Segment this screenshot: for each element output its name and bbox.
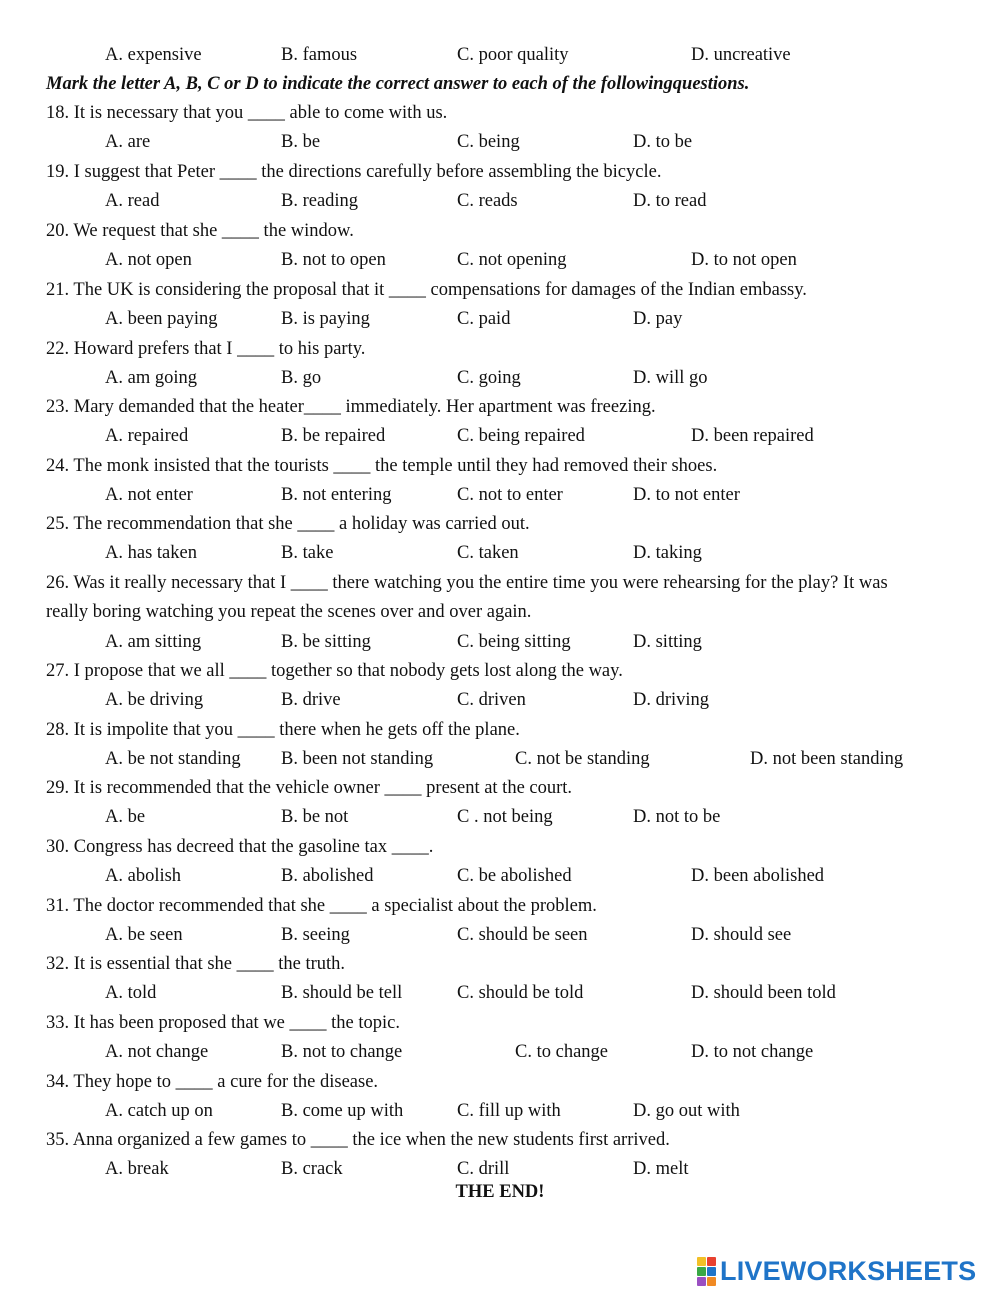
q20-option-c: C. not opening <box>457 250 567 270</box>
q23-option-a: A. repaired <box>105 426 189 446</box>
q33-option-c: C. to change <box>515 1042 608 1062</box>
the-end-label: THE END! <box>455 1182 545 1202</box>
q22-option-b: B. go <box>281 368 322 388</box>
q32-option-a: A. told <box>105 983 157 1003</box>
q24-option-b: B. not entering <box>281 485 392 505</box>
question-34: 34. They hope to ____ a cure for the disease. <box>46 1072 379 1092</box>
question-19: 19. I suggest that Peter ____ the directions carefully before assembling the bicycle. <box>46 162 662 182</box>
question-26-continued: really boring watching you repeat the scenes over and over again. <box>46 602 532 622</box>
question-25: 25. The recommendation that she ____ a holiday was carried out. <box>46 514 530 534</box>
q28-option-a: A. be not standing <box>105 749 241 769</box>
question-35: 35. Anna organized a few games to ____ the ice when the new students first arrived. <box>46 1130 670 1150</box>
q30-option-a: A. abolish <box>105 866 182 886</box>
q26-option-c: C. being sitting <box>457 632 571 652</box>
q24-option-c: C. not to enter <box>457 485 563 505</box>
question-33: 33. It has been proposed that we ____ the topic. <box>46 1013 400 1033</box>
q34-option-d: D. go out with <box>633 1101 740 1121</box>
q23-option-b: B. be repaired <box>281 426 386 446</box>
q27-option-d: D. driving <box>633 690 710 710</box>
q18-option-c: C. being <box>457 132 520 152</box>
q24-option-a: A. not enter <box>105 485 193 505</box>
q35-option-d: D. melt <box>633 1159 689 1179</box>
q32-option-b: B. should be tell <box>281 983 403 1003</box>
q22-option-a: A. am going <box>105 368 197 388</box>
top-option-c: C. poor quality <box>457 45 569 65</box>
question-31: 31. The doctor recommended that she ____ a specialist about the problem. <box>46 896 597 916</box>
question-21: 21. The UK is considering the proposal that it ____ compensations for damages of the Indian embassy. <box>46 280 807 300</box>
q30-option-b: B. abolished <box>281 866 374 886</box>
q19-option-c: C. reads <box>457 191 518 211</box>
top-option-b: B. famous <box>281 45 358 65</box>
q23-option-d: D. been repaired <box>691 426 814 446</box>
question-27: 27. I propose that we all ____ together so that nobody gets lost along the way. <box>46 661 623 681</box>
q20-option-b: B. not to open <box>281 250 386 270</box>
q35-option-c: C. drill <box>457 1159 510 1179</box>
q29-option-b: B. be not <box>281 807 349 827</box>
question-32: 32. It is essential that she ____ the truth. <box>46 954 346 974</box>
q26-option-b: B. be sitting <box>281 632 371 652</box>
q33-option-d: D. to not change <box>691 1042 814 1062</box>
q20-option-a: A. not open <box>105 250 192 270</box>
q32-option-d: D. should been told <box>691 983 836 1003</box>
q34-option-c: C. fill up with <box>457 1101 561 1121</box>
q20-option-d: D. to not open <box>691 250 797 270</box>
question-20: 20. We request that she ____ the window. <box>46 221 354 241</box>
liveworksheets-logo <box>697 1255 976 1287</box>
question-18: 18. It is necessary that you ____ able to come with us. <box>46 103 448 123</box>
q32-option-c: C. should be told <box>457 983 584 1003</box>
q23-option-c: C. being repaired <box>457 426 585 446</box>
q19-option-a: A. read <box>105 191 160 211</box>
q18-option-b: B. be <box>281 132 321 152</box>
q31-option-c: C. should be seen <box>457 925 588 945</box>
q24-option-d: D. to not enter <box>633 485 740 505</box>
q31-option-d: D. should see <box>691 925 792 945</box>
q21-option-c: C. paid <box>457 309 511 329</box>
q25-option-d: D. taking <box>633 543 702 563</box>
q29-option-c: C . not being <box>457 807 553 827</box>
instruction-text: Mark the letter A, B, C or D to indicate the correct answer to each of the followingquestions. <box>46 74 750 94</box>
top-option-d: D. uncreative <box>691 45 791 65</box>
q19-option-d: D. to read <box>633 191 707 211</box>
q34-option-a: A. catch up on <box>105 1101 213 1121</box>
top-option-a: A. expensive <box>105 45 202 65</box>
liveworksheets-blocks-icon <box>697 1257 716 1286</box>
q27-option-b: B. drive <box>281 690 341 710</box>
q31-option-a: A. be seen <box>105 925 183 945</box>
q25-option-a: A. has taken <box>105 543 197 563</box>
q21-option-d: D. pay <box>633 309 683 329</box>
q26-option-d: D. sitting <box>633 632 702 652</box>
q29-option-a: A. be <box>105 807 146 827</box>
q30-option-c: C. be abolished <box>457 866 572 886</box>
q28-option-c: C. not be standing <box>515 749 650 769</box>
question-22: 22. Howard prefers that I ____ to his party. <box>46 339 366 359</box>
q28-option-b: B. been not standing <box>281 749 434 769</box>
question-23: 23. Mary demanded that the heater____ immediately. Her apartment was freezing. <box>46 397 656 417</box>
liveworksheets-wordmark: LIVEWORKSHEETS <box>720 1255 977 1286</box>
q26-option-a: A. am sitting <box>105 632 202 652</box>
q31-option-b: B. seeing <box>281 925 350 945</box>
q34-option-b: B. come up with <box>281 1101 404 1121</box>
question-29: 29. It is recommended that the vehicle owner ____ present at the court. <box>46 778 573 798</box>
q18-option-d: D. to be <box>633 132 693 152</box>
question-24: 24. The monk insisted that the tourists ____ the temple until they had removed their shoes. <box>46 456 718 476</box>
question-30: 30. Congress has decreed that the gasoline tax ____. <box>46 837 434 857</box>
q27-option-c: C. driven <box>457 690 526 710</box>
q21-option-b: B. is paying <box>281 309 370 329</box>
q19-option-b: B. reading <box>281 191 359 211</box>
question-28: 28. It is impolite that you ____ there when he gets off the plane. <box>46 720 520 740</box>
q22-option-c: C. going <box>457 368 521 388</box>
question-26: 26. Was it really necessary that I ____ there watching you the entire time you were rehearsing for the play? It was <box>46 573 888 593</box>
q35-option-b: B. crack <box>281 1159 343 1179</box>
q33-option-b: B. not to change <box>281 1042 403 1062</box>
q25-option-b: B. take <box>281 543 334 563</box>
q29-option-d: D. not to be <box>633 807 721 827</box>
q33-option-a: A. not change <box>105 1042 209 1062</box>
q25-option-c: C. taken <box>457 543 519 563</box>
q22-option-d: D. will go <box>633 368 708 388</box>
q35-option-a: A. break <box>105 1159 169 1179</box>
q21-option-a: A. been paying <box>105 309 218 329</box>
q28-option-d: D. not been standing <box>750 749 904 769</box>
q18-option-a: A. are <box>105 132 151 152</box>
q30-option-d: D. been abolished <box>691 866 825 886</box>
q27-option-a: A. be driving <box>105 690 204 710</box>
